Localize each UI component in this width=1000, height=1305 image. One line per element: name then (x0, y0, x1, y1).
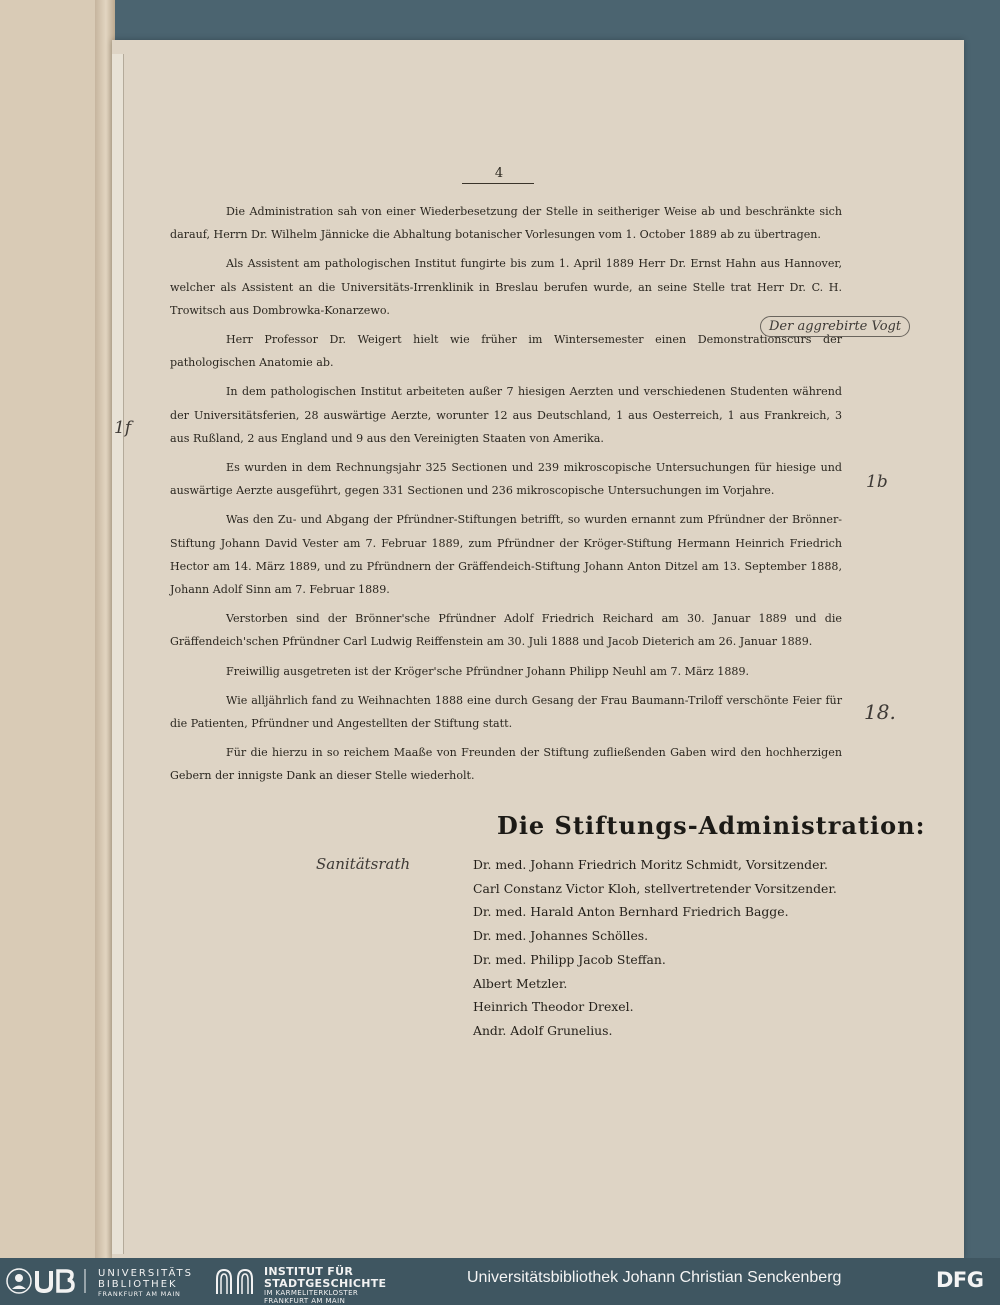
paragraph: Was den Zu- und Abgang der Pfründner-Stiftungen betrifft, so wurden ernannt zum Pfründner der Brönner-Stiftung Johann David Vester am 7. Februar 1889, zum Pfründner der Kröger-Stiftung Hermann Heinrich Friedrich Hector am 14. März 1889, und zu Pfründnern der Gräffendeich-Stiftung Johann Anton Ditzel am 13. September 1888, Johann Adolf Sinn am 7. Februar 1889. (170, 513, 842, 597)
member-name: Dr. med. Johann Friedrich Moritz Schmidt, Vorsitzender. (473, 857, 828, 872)
paragraph: Für die hierzu in so reichem Maaße von Freunden der Stiftung zufließenden Gaben wird den hochherzigen Gebern der innigste Dank an dieser Stelle wiederholt. (170, 746, 842, 783)
dfg-logo: DFG (936, 1268, 984, 1292)
body-text (170, 200, 842, 794)
footer-bar (0, 1258, 1000, 1305)
member-list (473, 853, 837, 1043)
ub-line: FRANKFURT AM MAIN (98, 1290, 181, 1298)
member-name: Dr. med. Harald Anton Bernhard Friedrich Bagge. (473, 904, 789, 920)
member-name: Carl Constanz Victor Kloh, stellvertretender Vorsitzender. (473, 880, 837, 896)
paragraph: Es wurden in dem Rechnungsjahr 325 Sectionen und 239 mikroscopische Untersuchungen für hiesige und auswärtige Aerzte ausgeführt, gegen 331 Sectionen und 236 mikroscopische Untersuchungen im Vorjahre. (170, 461, 842, 498)
handwritten-note: Sanitätsrath (316, 855, 411, 873)
paragraph: In dem pathologischen Institut arbeiteten außer 7 hiesigen Aerzten und verschiedenen Studenten während der Universitätsferien, 28 auswärtige Aerzte, worunter 12 aus Deutschland, 1 aus Oesterreich, 1 aus Frankreich, 3 aus Rußland, 2 aus England und 9 aus den Vereinigten Staaten von Amerika. (170, 385, 842, 445)
member-name: Albert Metzler. (473, 975, 568, 991)
handwritten-note: Der aggrebirte Vogt (760, 316, 910, 337)
page-number: 4 (494, 166, 504, 181)
paragraph: Verstorben sind der Brönner'sche Pfründner Adolf Friedrich Reichard am 30. Januar 1889 und die Gräffendeich'schen Pfründner Carl Ludwig Reiffenstein am 30. Juli 1888 und Jacob Dieterich am 26. Januar 1889. (170, 612, 842, 649)
ub-logo-icon (5, 1267, 95, 1295)
ub-line: UNIVERSITÄTS (98, 1268, 194, 1279)
library-name: Universitätsbibliothek Johann Christian Senckenberg (467, 1269, 842, 1286)
isg-line: IM KARMELITERKLOSTER (264, 1289, 359, 1297)
administration-title: Die Stiftungs-Administration: (497, 811, 926, 840)
member-name: Dr. med. Johannes Schölles. (473, 928, 649, 944)
paragraph: Freiwillig ausgetreten ist der Kröger'sche Pfründner Johann Philipp Neuhl am 7. März 1889. (226, 664, 750, 678)
member-name: Dr. med. Philipp Jacob Steffan. (473, 951, 666, 967)
page-number-rule (462, 183, 534, 184)
page-ruler-strip (112, 54, 124, 1254)
paragraph: Wie alljährlich fand zu Weihnachten 1888 eine durch Gesang der Frau Baumann-Triloff verschönte Feier für die Patienten, Pfründner und Angestellten der Stiftung statt. (170, 693, 842, 731)
document-page (112, 40, 964, 1258)
isg-name (264, 1266, 386, 1305)
isg-line: FRANKFURT AM MAIN (264, 1297, 346, 1305)
member-name: Andr. Adolf Grunelius. (473, 1022, 613, 1038)
member-name: Heinrich Theodor Drexel. (473, 999, 634, 1015)
isg-line: STADTGESCHICHTE (264, 1276, 387, 1290)
paragraph: Herr Professor Dr. Weigert hielt wie früher im Wintersemester einen Demonstrationscurs der pathologischen Anatomie ab. (170, 333, 842, 370)
paragraph: Als Assistent am pathologischen Institut fungirte bis zum 1. April 1889 Herr Dr. Ernst Hahn aus Hannover, welcher als Assistent an die Universitäts-Irrenklinik in Breslau berufen wurde, an seine Stelle trat Herr Dr. C. H. Trowitsch aus Dombrowka-Konarzewo. (170, 257, 842, 317)
isg-line: INSTITUT FÜR (264, 1265, 354, 1278)
ub-name (98, 1268, 193, 1299)
handwritten-mark: 1b (866, 472, 888, 492)
isg-logo-icon (214, 1267, 258, 1295)
handwritten-mark: 1f (114, 418, 132, 438)
paragraph: Die Administration sah von einer Wiederbesetzung der Stelle in seitheriger Weise ab und beschränkte sich darauf, Herrn Dr. Wilhelm Jännicke die Abhaltung botanischer Vorlesungen vom 1. October 1889 ab zu übertragen. (170, 205, 842, 242)
ub-line: BIBLIOTHEK (98, 1279, 178, 1290)
handwritten-mark: 18. (864, 700, 896, 724)
